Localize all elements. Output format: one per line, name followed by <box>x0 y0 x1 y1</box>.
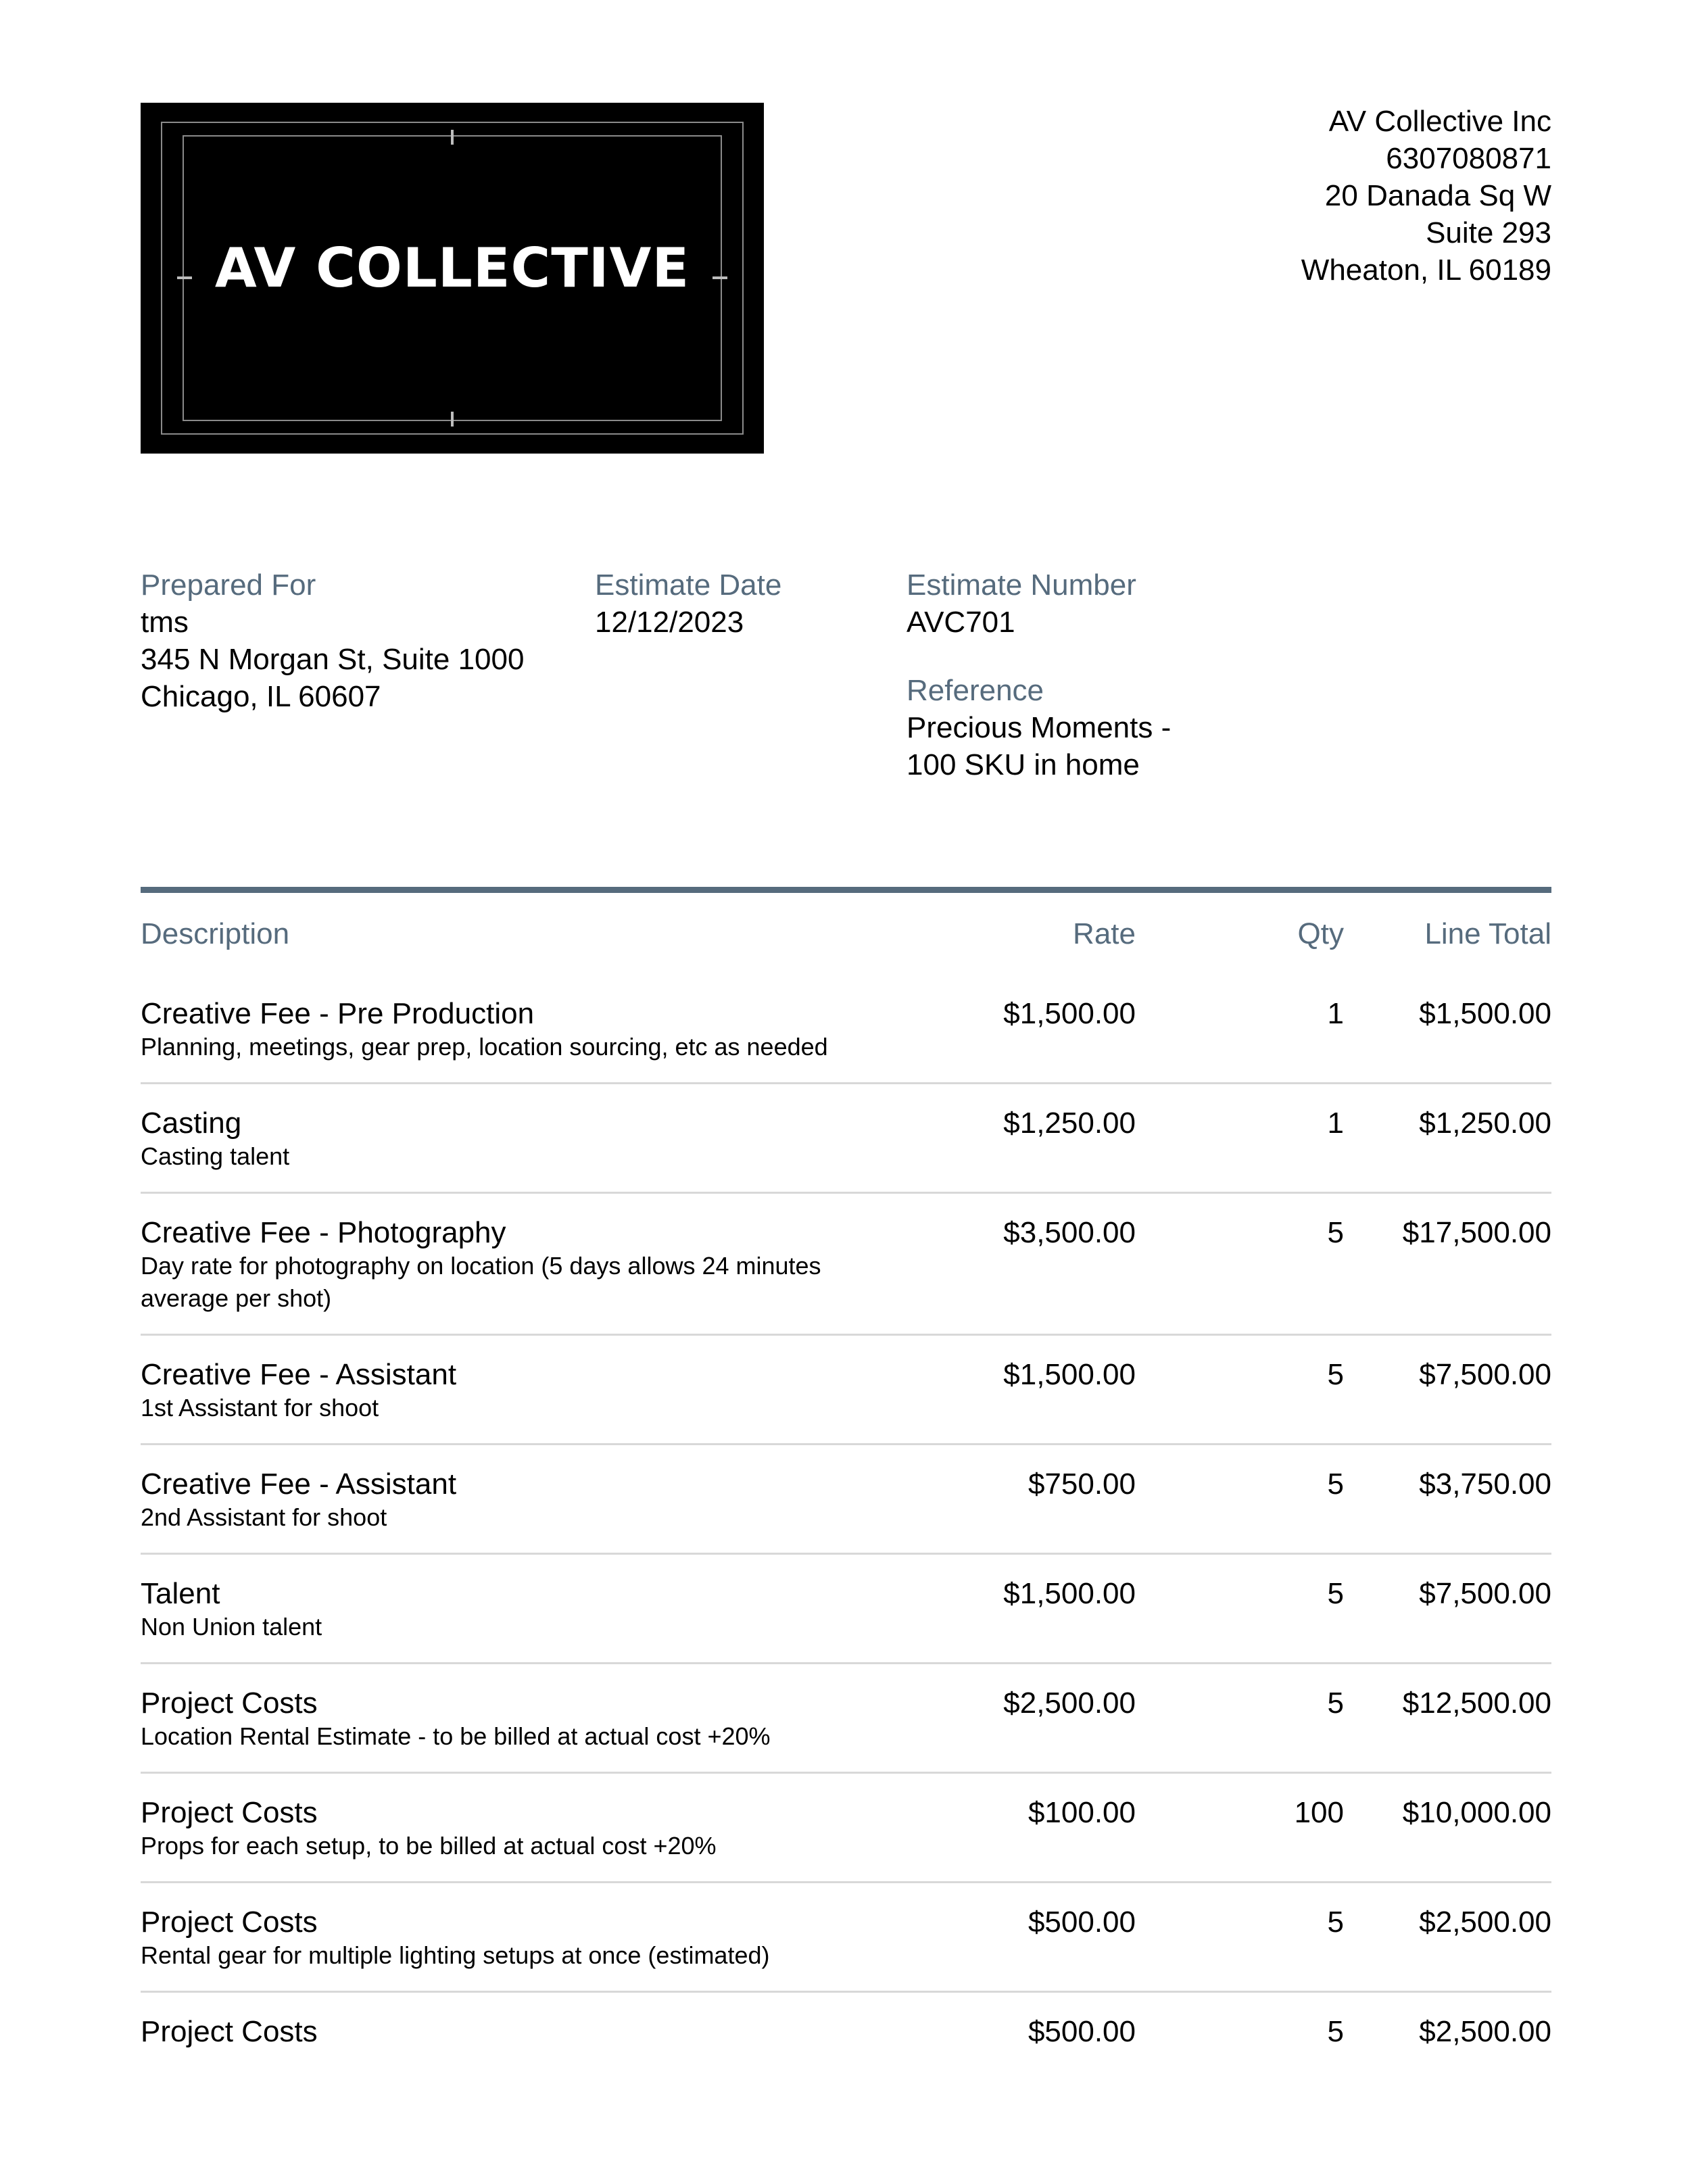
item-rate: $3,500.00 <box>1003 1216 1136 1249</box>
item-line-total: $10,000.00 <box>1402 1796 1551 1829</box>
item-line-total: $7,500.00 <box>1419 1358 1551 1391</box>
estimate-number-value: AVC701 <box>907 606 1015 639</box>
item-qty: 1 <box>1327 1107 1344 1140</box>
table-row <box>141 1774 1551 1883</box>
item-line-total: $7,500.00 <box>1419 1577 1551 1610</box>
estimate-date-block <box>595 566 781 641</box>
client-city-state-zip: Chicago, IL 60607 <box>141 680 381 713</box>
item-rate: $1,500.00 <box>1003 1577 1136 1610</box>
item-qty: 5 <box>1327 1216 1344 1249</box>
header-qty: Qty <box>1297 917 1344 950</box>
item-line-total: $3,750.00 <box>1419 1467 1551 1501</box>
item-rate: $1,500.00 <box>1003 1358 1136 1391</box>
item-description: Day rate for photography on location (5 days allows 24 minutes average per shot) <box>141 1252 821 1312</box>
item-description: 1st Assistant for shoot <box>141 1394 379 1422</box>
item-description <box>141 2049 871 2068</box>
item-description: Casting talent <box>141 1142 290 1170</box>
company-city-state-zip: Wheaton, IL 60189 <box>1301 253 1551 287</box>
item-rate: $1,250.00 <box>1003 1107 1136 1140</box>
item-name: Creative Fee - Photography <box>141 1216 506 1249</box>
estimate-number-label: Estimate Number <box>907 568 1136 602</box>
item-qty: 5 <box>1327 1686 1344 1720</box>
company-phone: 6307080871 <box>1386 142 1551 175</box>
item-line-total: $17,500.00 <box>1402 1216 1551 1249</box>
line-items <box>141 975 1551 2068</box>
item-line-total: $1,250.00 <box>1419 1107 1551 1140</box>
header-rate: Rate <box>1073 917 1136 950</box>
item-line-total: $2,500.00 <box>1419 2015 1551 2048</box>
company-logo <box>141 103 764 454</box>
estimate-date-label: Estimate Date <box>595 568 782 602</box>
prepared-for-label: Prepared For <box>141 568 316 602</box>
item-name: Project Costs <box>141 1906 318 1939</box>
table-header <box>141 915 1551 956</box>
item-rate: $1,500.00 <box>1003 997 1136 1030</box>
logo-tick-top <box>451 130 454 145</box>
table-row <box>141 975 1551 1084</box>
item-rate: $750.00 <box>1028 1467 1136 1501</box>
reference-line2: 100 SKU in home <box>907 748 1140 781</box>
item-rate: $2,500.00 <box>1003 1686 1136 1720</box>
client-name: tms <box>141 606 189 639</box>
item-qty: 5 <box>1327 1577 1344 1610</box>
company-address-line2: Suite 293 <box>1426 216 1551 249</box>
item-qty: 5 <box>1327 1467 1344 1501</box>
table-row <box>141 1084 1551 1194</box>
table-row <box>141 1336 1551 1445</box>
item-description: Rental gear for multiple lighting setups at once (estimated) <box>141 1941 770 1969</box>
item-name: Project Costs <box>141 1796 318 1829</box>
item-name: Talent <box>141 1577 220 1610</box>
item-description: Planning, meetings, gear prep, location sourcing, etc as needed <box>141 1033 828 1061</box>
prepared-for-block <box>141 566 524 715</box>
item-qty: 100 <box>1294 1796 1344 1829</box>
item-line-total: $12,500.00 <box>1402 1686 1551 1720</box>
client-address: 345 N Morgan St, Suite 1000 <box>141 643 525 676</box>
table-row <box>141 1194 1551 1336</box>
item-rate: $500.00 <box>1028 2015 1136 2048</box>
table-row <box>141 1664 1551 1774</box>
table-header-rule <box>141 887 1551 893</box>
header-description: Description <box>141 917 290 950</box>
reference-label: Reference <box>907 674 1044 707</box>
item-name: Project Costs <box>141 2015 318 2048</box>
item-name: Casting <box>141 1107 242 1140</box>
item-description: Props for each setup, to be billed at actual cost +20% <box>141 1832 717 1860</box>
logo-tick-bottom <box>451 412 454 427</box>
item-line-total: $2,500.00 <box>1419 1906 1551 1939</box>
reference-block <box>907 672 1171 783</box>
company-address-line1: 20 Danada Sq W <box>1324 179 1551 212</box>
item-rate: $100.00 <box>1028 1796 1136 1829</box>
header-line-total: Line Total <box>1424 917 1551 950</box>
item-name: Creative Fee - Assistant <box>141 1467 457 1501</box>
estimate-date-value: 12/12/2023 <box>595 606 744 639</box>
item-rate: $500.00 <box>1028 1906 1136 1939</box>
item-name: Project Costs <box>141 1686 318 1720</box>
company-name: AV Collective Inc <box>1328 105 1551 138</box>
table-row <box>141 1883 1551 1993</box>
item-description: Location Rental Estimate - to be billed at actual cost +20% <box>141 1722 771 1750</box>
logo-text: AV COLLECTIVE <box>214 237 690 299</box>
item-name: Creative Fee - Assistant <box>141 1358 457 1391</box>
item-description: Non Union talent <box>141 1613 322 1641</box>
item-name: Creative Fee - Pre Production <box>141 997 535 1030</box>
item-line-total: $1,500.00 <box>1419 997 1551 1030</box>
company-info <box>1301 103 1551 289</box>
item-qty: 5 <box>1327 1906 1344 1939</box>
table-row <box>141 1555 1551 1664</box>
table-row <box>141 1445 1551 1555</box>
table-row <box>141 1993 1551 2068</box>
item-description: 2nd Assistant for shoot <box>141 1503 387 1531</box>
estimate-number-block <box>907 566 1171 783</box>
item-qty: 5 <box>1327 1358 1344 1391</box>
reference-line1: Precious Moments - <box>907 711 1172 744</box>
item-qty: 5 <box>1327 2015 1344 2048</box>
item-qty: 1 <box>1327 997 1344 1030</box>
